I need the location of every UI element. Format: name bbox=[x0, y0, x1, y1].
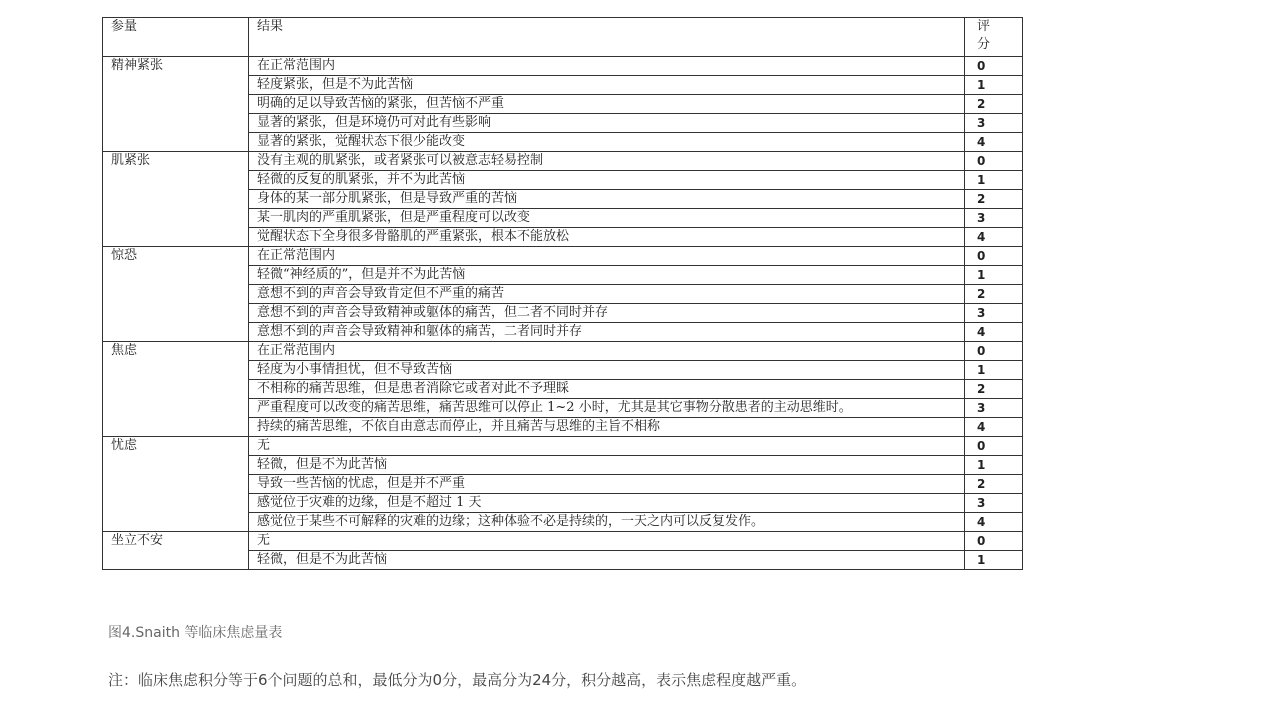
result-cell: 意想不到的声音会导致精神和躯体的痛苦，二者同时并存 bbox=[249, 323, 965, 342]
table-row bbox=[103, 513, 1023, 532]
score-cell: 1 bbox=[965, 266, 1023, 285]
score-cell: 4 bbox=[965, 513, 1023, 532]
param-cell: 肌紧张 bbox=[103, 152, 249, 171]
score-cell: 3 bbox=[965, 114, 1023, 133]
footnote: 注：临床焦虑积分等于6个问题的总和，最低分为0分，最高分为24分，积分越高，表示焦虑程度越严重。 bbox=[108, 671, 807, 689]
table-row bbox=[103, 304, 1023, 323]
param-cell: 精神紧张 bbox=[103, 57, 249, 76]
result-cell: 严重程度可以改变的痛苦思维，痛苦思维可以停止 1~2 小时，尤其是其它事物分散患者的主动思维时。 bbox=[249, 399, 965, 418]
table-row bbox=[103, 342, 1023, 361]
score-cell: 2 bbox=[965, 380, 1023, 399]
score-cell: 0 bbox=[965, 247, 1023, 266]
table-row bbox=[103, 133, 1023, 152]
param-cell bbox=[103, 95, 249, 114]
table-row bbox=[103, 551, 1023, 570]
table-row bbox=[103, 114, 1023, 133]
table-row bbox=[103, 152, 1023, 171]
table-row bbox=[103, 456, 1023, 475]
result-cell: 在正常范围内 bbox=[249, 342, 965, 361]
result-cell: 意想不到的声音会导致精神或躯体的痛苦，但二者不同时并存 bbox=[249, 304, 965, 323]
anxiety-scale-table bbox=[102, 17, 1023, 570]
score-cell: 3 bbox=[965, 209, 1023, 228]
param-cell bbox=[103, 304, 249, 323]
score-cell: 4 bbox=[965, 133, 1023, 152]
table-row bbox=[103, 437, 1023, 456]
table-row bbox=[103, 247, 1023, 266]
result-cell: 某一肌肉的严重肌紧张，但是严重程度可以改变 bbox=[249, 209, 965, 228]
table-row bbox=[103, 380, 1023, 399]
table-row bbox=[103, 76, 1023, 95]
param-cell bbox=[103, 361, 249, 380]
table-row bbox=[103, 228, 1023, 247]
table-row bbox=[103, 95, 1023, 114]
result-cell: 轻微的反复的肌紧张，并不为此苦恼 bbox=[249, 171, 965, 190]
param-cell: 坐立不安 bbox=[103, 532, 249, 551]
table-row bbox=[103, 475, 1023, 494]
param-cell bbox=[103, 494, 249, 513]
score-cell: 4 bbox=[965, 323, 1023, 342]
result-cell: 轻度为小事情担忧，但不导致苦恼 bbox=[249, 361, 965, 380]
param-cell bbox=[103, 551, 249, 570]
score-cell: 0 bbox=[965, 437, 1023, 456]
header-score: 评分 bbox=[965, 18, 1023, 57]
result-cell: 在正常范围内 bbox=[249, 57, 965, 76]
result-cell: 在正常范围内 bbox=[249, 247, 965, 266]
score-cell: 2 bbox=[965, 95, 1023, 114]
result-cell: 无 bbox=[249, 532, 965, 551]
param-cell: 焦虑 bbox=[103, 342, 249, 361]
result-cell: 轻度紧张，但是不为此苦恼 bbox=[249, 76, 965, 95]
result-cell: 没有主观的肌紧张，或者紧张可以被意志轻易控制 bbox=[249, 152, 965, 171]
param-cell bbox=[103, 76, 249, 95]
result-cell: 持续的痛苦思维，不依自由意志而停止，并且痛苦与思维的主旨不相称 bbox=[249, 418, 965, 437]
result-cell: 明确的足以导致苦恼的紧张，但苦恼不严重 bbox=[249, 95, 965, 114]
figure-caption: 图4.Snaith 等临床焦虑量表 bbox=[108, 625, 283, 641]
param-cell bbox=[103, 266, 249, 285]
result-cell: 意想不到的声音会导致肯定但不严重的痛苦 bbox=[249, 285, 965, 304]
param-cell: 忧虑 bbox=[103, 437, 249, 456]
result-cell: 不相称的痛苦思维，但是患者消除它或者对此不予理睬 bbox=[249, 380, 965, 399]
score-cell: 1 bbox=[965, 361, 1023, 380]
table-row bbox=[103, 532, 1023, 551]
result-cell: 轻微“神经质的”，但是并不为此苦恼 bbox=[249, 266, 965, 285]
table-row bbox=[103, 285, 1023, 304]
score-cell: 0 bbox=[965, 57, 1023, 76]
result-cell: 显著的紧张，觉醒状态下很少能改变 bbox=[249, 133, 965, 152]
table-header-row bbox=[103, 18, 1023, 57]
param-cell bbox=[103, 399, 249, 418]
table-row bbox=[103, 171, 1023, 190]
param-cell bbox=[103, 114, 249, 133]
score-cell: 2 bbox=[965, 285, 1023, 304]
result-cell: 感觉位于灾难的边缘，但是不超过 1 天 bbox=[249, 494, 965, 513]
param-cell bbox=[103, 228, 249, 247]
score-cell: 1 bbox=[965, 551, 1023, 570]
result-cell: 无 bbox=[249, 437, 965, 456]
score-cell: 1 bbox=[965, 76, 1023, 95]
score-cell: 2 bbox=[965, 475, 1023, 494]
result-cell: 轻微，但是不为此苦恼 bbox=[249, 551, 965, 570]
table-row bbox=[103, 399, 1023, 418]
param-cell bbox=[103, 418, 249, 437]
score-cell: 1 bbox=[965, 171, 1023, 190]
param-cell bbox=[103, 513, 249, 532]
table-row bbox=[103, 323, 1023, 342]
score-cell: 3 bbox=[965, 399, 1023, 418]
score-cell: 4 bbox=[965, 228, 1023, 247]
result-cell: 轻微，但是不为此苦恼 bbox=[249, 456, 965, 475]
param-cell bbox=[103, 171, 249, 190]
table-row bbox=[103, 418, 1023, 437]
table-row bbox=[103, 266, 1023, 285]
result-cell: 感觉位于某些不可解释的灾难的边缘；这种体验不必是持续的，一天之内可以反复发作。 bbox=[249, 513, 965, 532]
header-result: 结果 bbox=[249, 18, 965, 57]
header-param: 参量 bbox=[103, 18, 249, 57]
param-cell bbox=[103, 380, 249, 399]
result-cell: 觉醒状态下全身很多骨骼肌的严重紧张，根本不能放松 bbox=[249, 228, 965, 247]
score-cell: 4 bbox=[965, 418, 1023, 437]
param-cell bbox=[103, 475, 249, 494]
param-cell bbox=[103, 133, 249, 152]
table-row bbox=[103, 494, 1023, 513]
table-row bbox=[103, 361, 1023, 380]
param-cell bbox=[103, 209, 249, 228]
param-cell: 惊恐 bbox=[103, 247, 249, 266]
result-cell: 显著的紧张，但是环境仍可对此有些影响 bbox=[249, 114, 965, 133]
table-row bbox=[103, 57, 1023, 76]
score-cell: 0 bbox=[965, 342, 1023, 361]
score-cell: 1 bbox=[965, 456, 1023, 475]
score-cell: 3 bbox=[965, 304, 1023, 323]
table-row bbox=[103, 209, 1023, 228]
table-row bbox=[103, 190, 1023, 209]
score-cell: 0 bbox=[965, 152, 1023, 171]
result-cell: 导致一些苦恼的忧虑，但是并不严重 bbox=[249, 475, 965, 494]
score-cell: 0 bbox=[965, 532, 1023, 551]
param-cell bbox=[103, 285, 249, 304]
score-cell: 2 bbox=[965, 190, 1023, 209]
result-cell: 身体的某一部分肌紧张，但是导致严重的苦恼 bbox=[249, 190, 965, 209]
param-cell bbox=[103, 190, 249, 209]
param-cell bbox=[103, 456, 249, 475]
score-cell: 3 bbox=[965, 494, 1023, 513]
param-cell bbox=[103, 323, 249, 342]
